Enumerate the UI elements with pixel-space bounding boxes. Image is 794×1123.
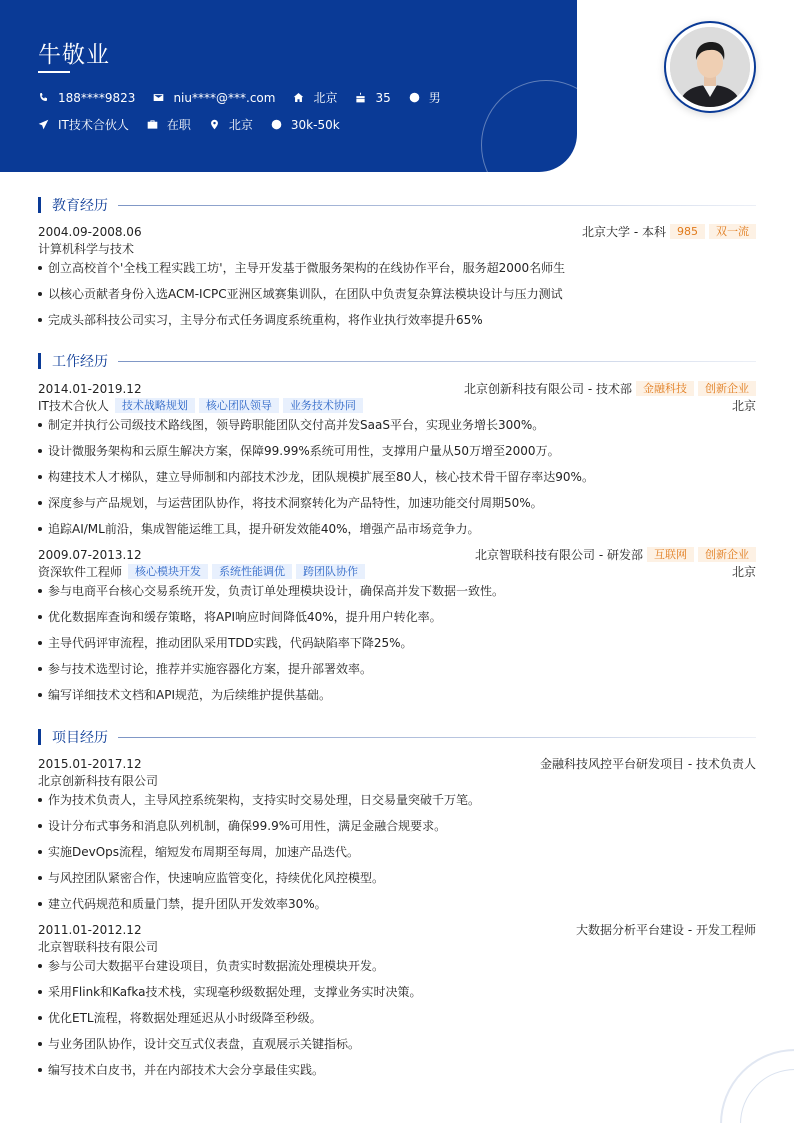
section-title-text: 教育经历 (52, 198, 108, 214)
list-item: 以核心贡献者身份入选ACM-ICPC亚洲区域赛集训队，在团队中负责复杂算法模块设计与压力测试 (38, 286, 756, 312)
role-tag: 业务技术协同 (283, 398, 363, 413)
education-entry (38, 223, 756, 338)
work-company: 北京创新科技有限公司 - 技术部 (464, 382, 632, 396)
project-entry (38, 921, 756, 1088)
role-tag: 跨团队协作 (296, 564, 365, 579)
list-item: 优化数据库查询和缓存策略，将API响应时间降低40%，提升用户转化率。 (38, 609, 756, 635)
avatar-frame (664, 21, 756, 113)
list-item: 建立代码规范和质量门禁，提升团队开发效率30%。 (38, 896, 756, 922)
project-period: 2015.01-2017.12 (38, 756, 142, 771)
company-tag: 互联网 (647, 547, 694, 562)
section-title-projects (38, 728, 756, 746)
phone-icon (38, 92, 49, 103)
section-marker (38, 197, 41, 213)
name-underline (38, 71, 70, 73)
phone-text: 188****9823 (58, 90, 136, 105)
cake-icon (355, 92, 366, 103)
project-period: 2011.01-2012.12 (38, 922, 142, 937)
work-role-row (38, 397, 756, 414)
list-item: 作为技术负责人，主导风控系统架构，支持实时交易处理，日交易量突破千万笔。 (38, 792, 756, 818)
education-bullets (38, 260, 756, 338)
work-location: 北京 (731, 565, 756, 579)
list-item: 制定并执行公司级技术路线图，领导跨职能团队交付高并发SaaS平台，实现业务增长300%。 (38, 417, 756, 443)
role-tag: 技术战略规划 (115, 398, 195, 413)
city-text: 北京 (313, 91, 338, 105)
job-intent-row (38, 116, 358, 133)
email-info (153, 91, 275, 105)
decorative-ring (481, 80, 577, 172)
work-period: 2014.01-2019.12 (38, 381, 142, 396)
list-item: 编写详细技术文档和API规范，为后续维护提供基础。 (38, 687, 756, 713)
project-company: 北京创新科技有限公司 (38, 774, 159, 788)
work-role: IT技术合伙人 (38, 399, 109, 413)
phone-info (38, 91, 135, 105)
section-marker (38, 353, 41, 369)
work-header (38, 380, 756, 397)
list-item: 与风控团队紧密合作，快速响应监管变化，持续优化风控模型。 (38, 870, 756, 896)
list-item: 与业务团队协作，设计交互式仪表盘，直观展示关键指标。 (38, 1036, 756, 1062)
send-icon (38, 119, 49, 130)
project-company-row (38, 938, 756, 955)
section-title-work (38, 352, 756, 370)
list-item: 设计微服务架构和云原生解决方案，保障99.99%系统可用性，支撑用户量从50万增至2000万。 (38, 443, 756, 469)
mail-icon (153, 92, 164, 103)
age-info (355, 91, 390, 105)
work-period: 2009.07-2013.12 (38, 547, 142, 562)
contact-row (38, 89, 459, 106)
education-period: 2004.09-2008.06 (38, 224, 142, 239)
education-school: 北京大学 - 本科 (582, 225, 666, 239)
email-text: niu****@***.com (173, 90, 276, 105)
target-role-text: IT技术合伙人 (58, 118, 129, 132)
section-marker (38, 729, 41, 745)
status-info (147, 116, 191, 133)
company-tag: 创新企业 (698, 381, 756, 396)
role-tag: 核心模块开发 (128, 564, 208, 579)
gender-text: 男 (428, 91, 441, 105)
salary-text: 30k-50k (290, 117, 340, 132)
location-pin-icon (209, 119, 220, 130)
list-item: 编写技术白皮书，并在内部技术大会分享最佳实践。 (38, 1062, 756, 1088)
avatar (670, 27, 750, 107)
money-icon (271, 119, 282, 130)
section-title-text: 工作经历 (52, 354, 108, 370)
list-item: 构建技术人才梯队，建立导师制和内部技术沙龙，团队规模扩展至80人，核心技术骨干留存率达90%。 (38, 469, 756, 495)
list-item: 实施DevOps流程，缩短发布周期至每周，加速产品迭代。 (38, 844, 756, 870)
project-bullets (38, 792, 756, 922)
role-tag: 系统性能调优 (212, 564, 292, 579)
project-company-row (38, 772, 756, 789)
education-tag: 985 (670, 224, 705, 239)
target-city-info (209, 116, 253, 133)
person-icon (409, 92, 420, 103)
list-item: 参与电商平台核心交易系统开发，负责订单处理模块设计，确保高并发下数据一致性。 (38, 583, 756, 609)
education-tag: 双一流 (709, 224, 756, 239)
list-item: 主导代码评审流程，推动团队采用TDD实践，代码缺陷率下降25%。 (38, 635, 756, 661)
project-title: 大数据分析平台建设 - 开发工程师 (576, 923, 756, 937)
header-banner (0, 0, 577, 172)
age-text: 35 (375, 90, 391, 105)
candidate-name: 牛敬业 (38, 42, 110, 68)
list-item: 采用Flink和Kafka技术栈，实现毫秒级数据处理，支撑业务实时决策。 (38, 984, 756, 1010)
status-text: 在职 (166, 118, 191, 132)
section-divider (118, 361, 756, 362)
project-company: 北京智联科技有限公司 (38, 940, 159, 954)
list-item: 追踪AI/ML前沿，集成智能运维工具，提升研发效能40%，增强产品市场竞争力。 (38, 521, 756, 547)
city-info (293, 89, 337, 106)
work-role-row (38, 563, 756, 580)
company-tag: 创新企业 (698, 547, 756, 562)
project-entry (38, 755, 756, 922)
home-icon (293, 92, 304, 103)
briefcase-icon (147, 119, 158, 130)
target-role-info (38, 116, 129, 133)
section-divider (118, 737, 756, 738)
list-item: 优化ETL流程，将数据处理延迟从小时级降至秒级。 (38, 1010, 756, 1036)
work-entry (38, 380, 756, 547)
work-company: 北京智联科技有限公司 - 研发部 (475, 548, 643, 562)
list-item: 参与技术选型讨论，推荐并实施容器化方案，提升部署效率。 (38, 661, 756, 687)
work-location: 北京 (731, 399, 756, 413)
company-tag: 金融科技 (636, 381, 694, 396)
list-item: 深度参与产品规划，与运营团队协作，将技术洞察转化为产品特性，加速功能交付周期50%。 (38, 495, 756, 521)
list-item: 参与公司大数据平台建设项目，负责实时数据流处理模块开发。 (38, 958, 756, 984)
work-header (38, 546, 756, 563)
section-divider (118, 205, 756, 206)
gender-info (409, 89, 441, 106)
list-item: 创立高校首个'全栈工程实践工坊'，主导开发基于微服务架构的在线协作平台，服务超2000名师生 (38, 260, 756, 286)
section-title-education (38, 196, 756, 214)
education-major: 计算机科学与技术 (38, 242, 135, 256)
project-title: 金融科技风控平台研发项目 - 技术负责人 (540, 757, 756, 771)
section-title-text: 项目经历 (52, 730, 108, 746)
list-item: 设计分布式事务和消息队列机制，确保99.9%可用性，满足金融合规要求。 (38, 818, 756, 844)
list-item: 完成头部科技公司实习，主导分布式任务调度系统重构，将作业执行效率提升65% (38, 312, 756, 338)
work-entry (38, 546, 756, 713)
work-bullets (38, 583, 756, 713)
project-bullets (38, 958, 756, 1088)
education-major-row (38, 240, 756, 257)
work-role: 资深软件工程师 (38, 565, 123, 579)
project-header (38, 755, 756, 772)
salary-info (271, 118, 340, 132)
portrait-photo (670, 27, 750, 107)
role-tag: 核心团队领导 (199, 398, 279, 413)
education-header (38, 223, 756, 240)
work-bullets (38, 417, 756, 547)
project-header (38, 921, 756, 938)
target-city-text: 北京 (228, 118, 253, 132)
